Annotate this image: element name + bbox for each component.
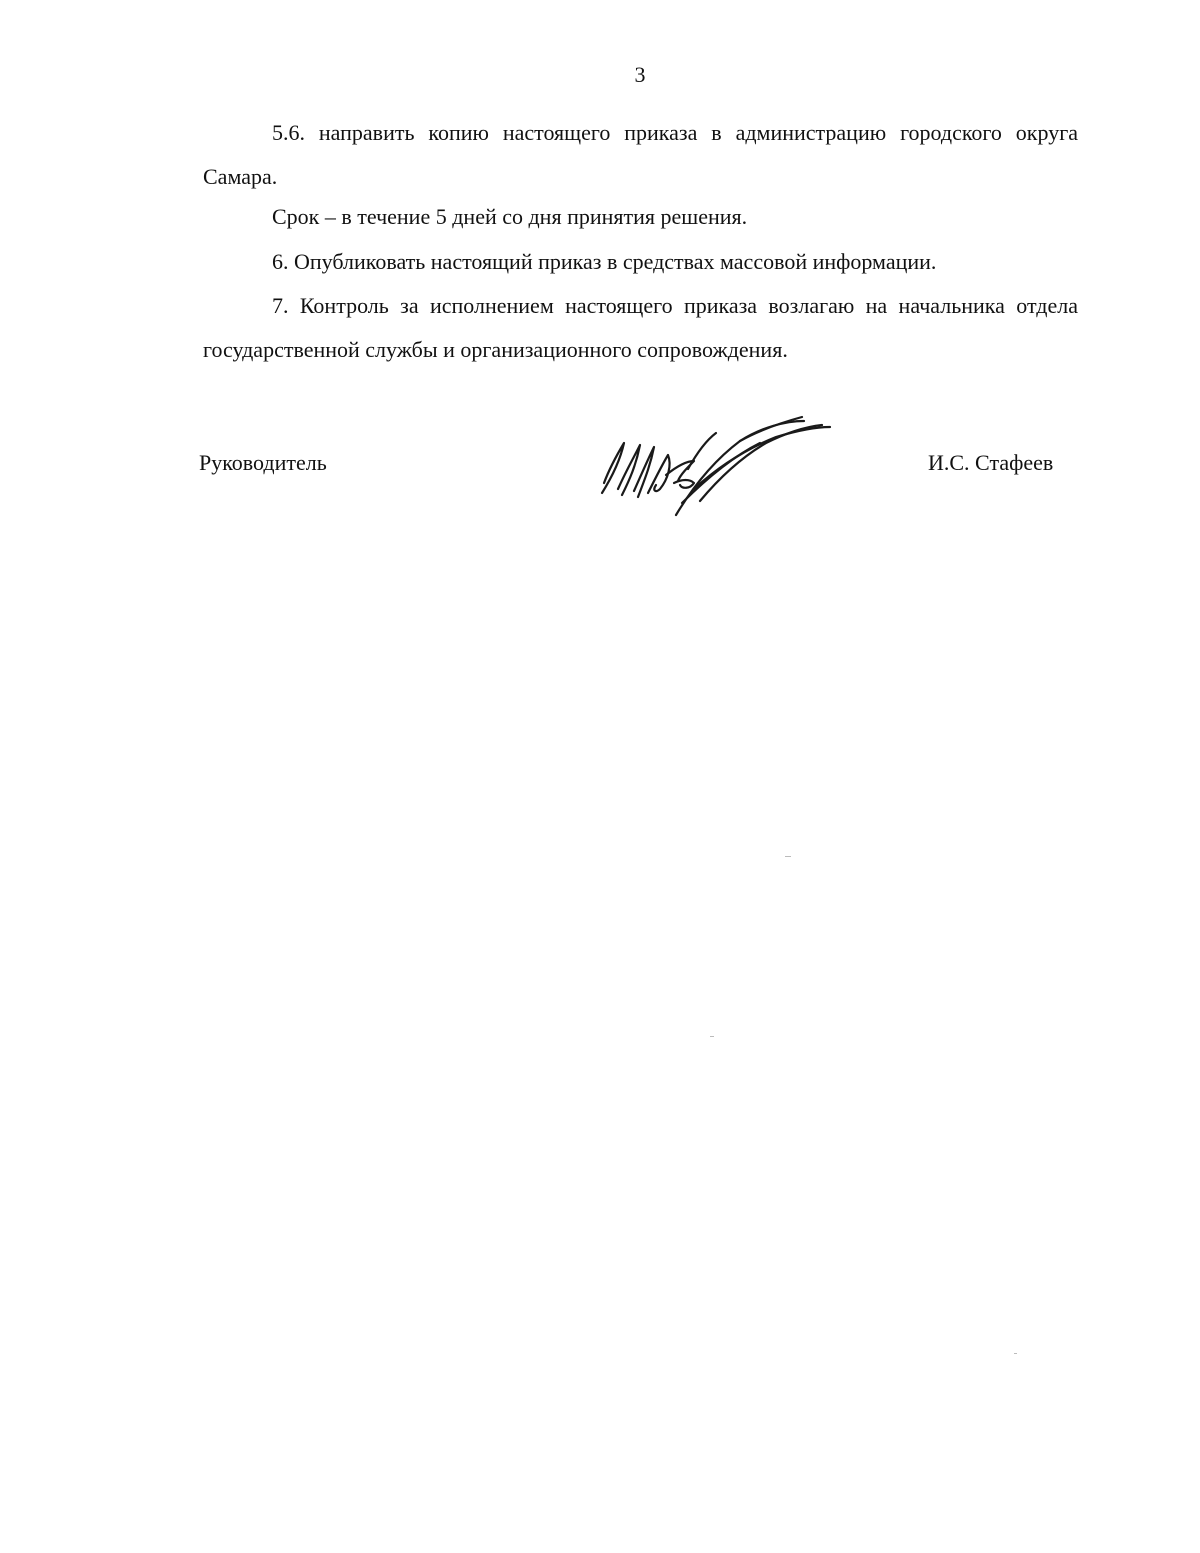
paragraph-7: 7. Контроль за исполнением настоящего приказа возлагаю на начальника отдела государственной службы и организационного сопровождения. (203, 293, 1078, 362)
handwritten-signature (590, 405, 840, 520)
paragraph-deadline: Срок – в течение 5 дней со дня принятия решения. (272, 204, 748, 229)
scan-speck (710, 1036, 714, 1037)
paragraph-6: 6. Опубликовать настоящий приказ в средствах массовой информации. (272, 249, 937, 274)
scan-speck (1014, 1353, 1017, 1354)
scan-speck (785, 856, 791, 857)
signatory-role: Руководитель (199, 450, 327, 475)
page-number: 3 (634, 62, 646, 87)
signatory-name: И.С. Стафеев (928, 450, 1054, 475)
paragraph-5-6: 5.6. направить копию настоящего приказа в администрацию городского округа Самара. (203, 120, 1078, 189)
